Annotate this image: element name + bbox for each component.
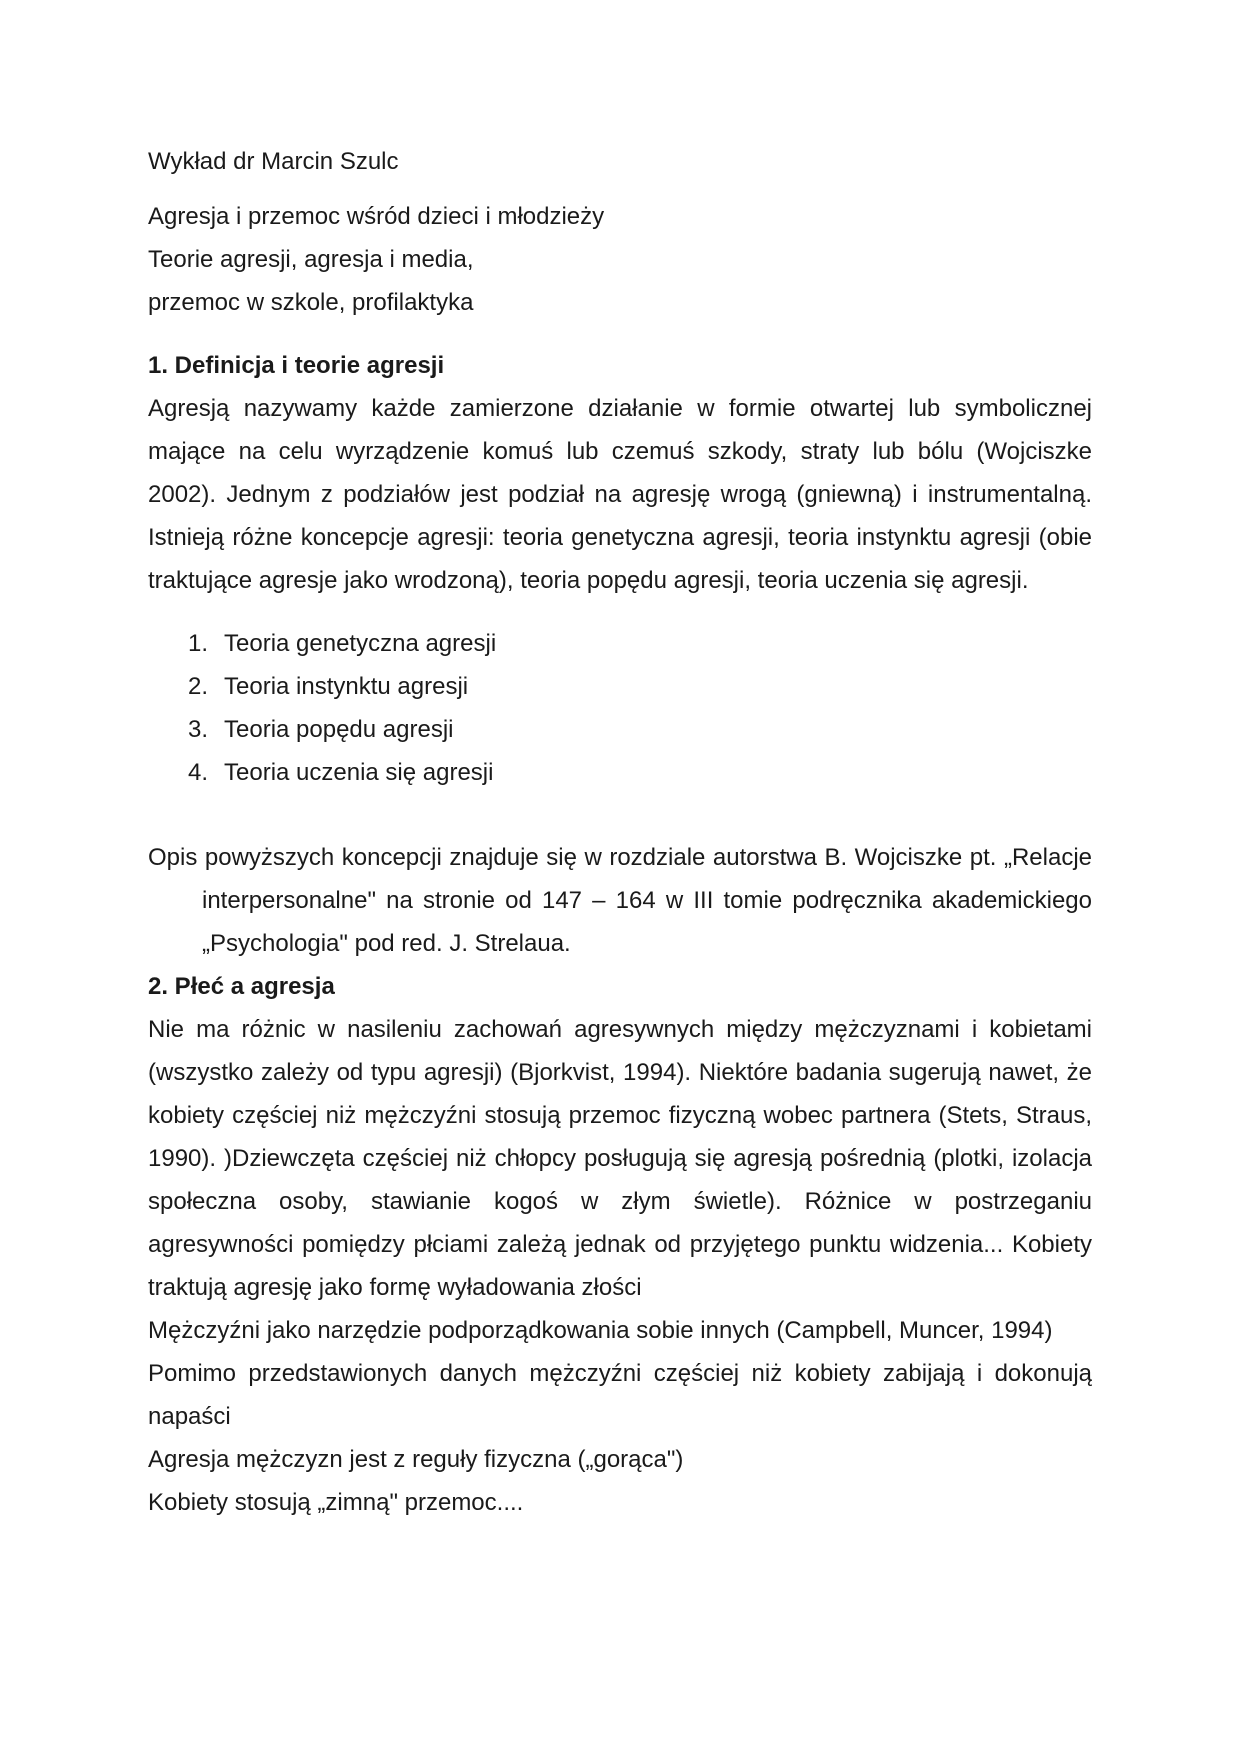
list-item — [148, 751, 1092, 794]
list-number: 1. — [187, 630, 208, 657]
list-number: 2. — [187, 673, 208, 700]
list-text: Teoria genetyczna agresji — [224, 630, 497, 657]
reference-paragraph: Opis powyższych koncepcji znajduje się w rozdziale autorstwa B. Wojciszke pt. „Relacje interpersonalne" na stronie od 147 – 164 w III tomie podręcznika akademickiego „Psychologia" pod red. J. Strelaua. — [148, 844, 1092, 957]
document-page — [148, 140, 1092, 1524]
section-heading: 1. Definicja i teorie agresji — [148, 352, 445, 379]
section-heading: 2. Płeć a agresja — [148, 973, 335, 1000]
list-item — [148, 665, 1092, 708]
list-text: Teoria uczenia się agresji — [224, 759, 494, 786]
paragraph-line: Mężczyźni jako narzędzie podporządkowania sobie innych (Campbell, Muncer, 1994) — [148, 1317, 1053, 1344]
list-item — [148, 622, 1092, 665]
lecturer-line: Wykład dr Marcin Szulc — [148, 148, 399, 175]
document-subtitle: Teorie agresji, agresja i media, — [148, 246, 474, 273]
theories-list — [148, 622, 1092, 794]
list-item — [148, 708, 1092, 751]
paragraph: Nie ma różnic w nasileniu zachowań agresywnych między mężczyznami i kobietami (wszystko zależy od typu agresji) (Bjorkvist, 1994). Niektóre badania sugerują nawet, że kobiety częściej niż mężczyźni stosują przemoc fizyczną wobec partnera (Stets, Straus, 1990). )Dziewczęta częściej niż chłopcy posługują się agresją pośrednią (plotki, izolacja społeczna osoby, stawianie kogoś w złym świetle). Różnice w postrzeganiu agresywności pomiędzy płciami zależą jednak od przyjętego punktu widzenia... Kobiety traktują agresję jako formę wyładowania złości — [148, 1016, 1092, 1301]
document-subtitle: przemoc w szkole, profilaktyka — [148, 289, 474, 316]
list-text: Teoria instynktu agresji — [224, 673, 469, 700]
list-number: 4. — [187, 759, 208, 786]
list-number: 3. — [187, 716, 208, 743]
list-text: Teoria popędu agresji — [224, 716, 454, 743]
paragraph-line: Kobiety stosują „zimną" przemoc.... — [148, 1489, 524, 1516]
paragraph-line: Agresja mężczyzn jest z reguły fizyczna („gorąca") — [148, 1446, 684, 1473]
paragraph-line: Pomimo przedstawionych danych mężczyźni częściej niż kobiety zabijają i dokonują napaści — [148, 1360, 1092, 1430]
paragraph: Agresją nazywamy każde zamierzone działanie w formie otwartej lub symbolicznej mające na celu wyrządzenie komuś lub czemuś szkody, straty lub bólu (Wojciszke 2002). Jednym z podziałów jest podział na agresję wrogą (gniewną) i instrumentalną. Istnieją różne koncepcje agresji: teoria genetyczna agresji, teoria instynktu agresji (obie traktujące agresje jako wrodzoną), teoria popędu agresji, teoria uczenia się agresji. — [148, 395, 1092, 594]
document-title: Agresja i przemoc wśród dzieci i młodzieży — [148, 203, 605, 230]
